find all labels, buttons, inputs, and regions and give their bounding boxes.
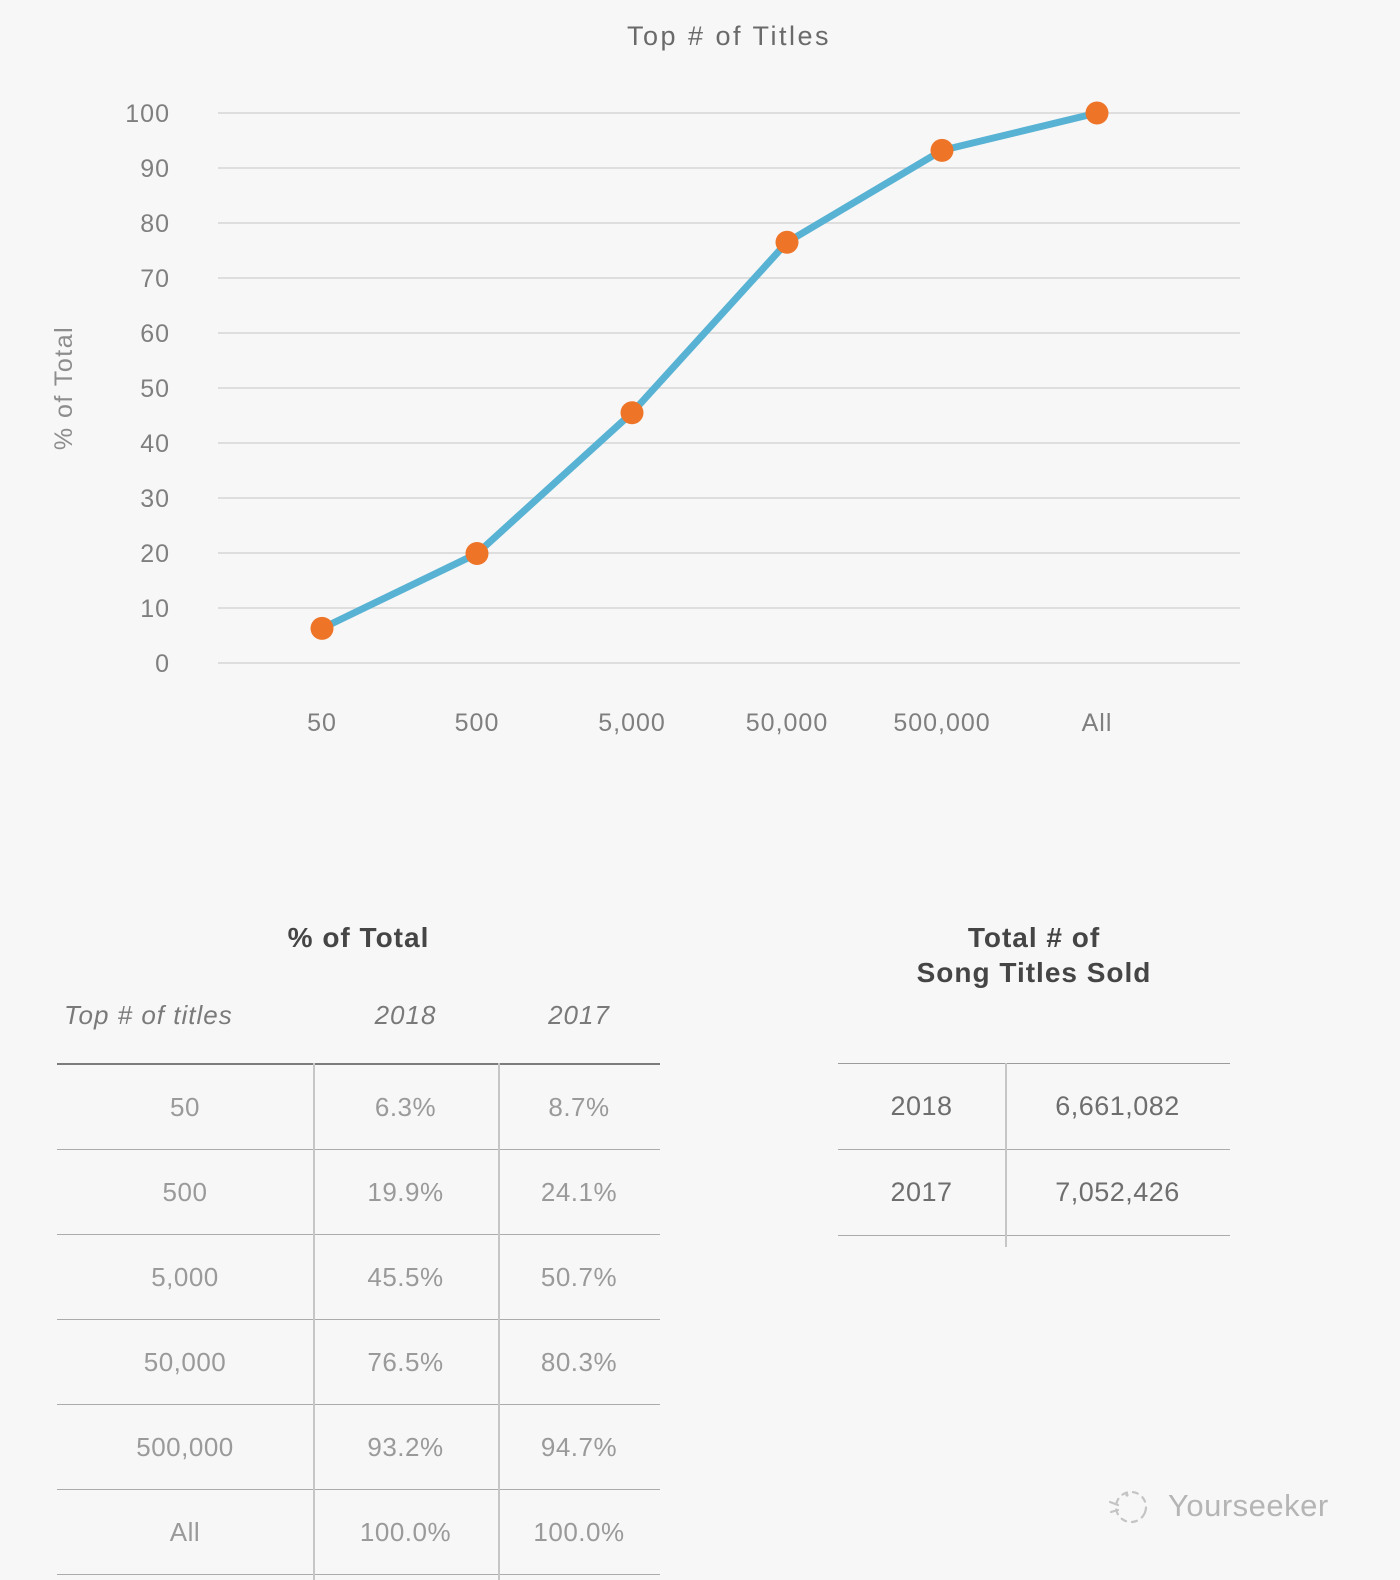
table-cell: 19.9% (367, 1176, 444, 1207)
table-row (57, 1150, 660, 1235)
data-point (311, 617, 334, 640)
table-cell: 50.7% (540, 1261, 618, 1292)
table-cell: 76.5% (367, 1346, 444, 1377)
x-tick-label: 5,000 (598, 709, 666, 737)
y-tick-label: 100 (125, 100, 170, 128)
brand-footer (1104, 1480, 1329, 1532)
y-axis-title: % of Total (50, 325, 78, 451)
table-cell: 6.3% (374, 1091, 437, 1122)
table-cell: 93.2% (367, 1431, 444, 1462)
table-row (838, 1150, 1230, 1236)
table-row (57, 1320, 660, 1405)
data-point (776, 231, 799, 254)
table-cell: 24.1% (540, 1176, 618, 1207)
table-row (57, 1490, 660, 1575)
table-cell: 500 (162, 1176, 208, 1207)
table-column-separator (313, 1063, 315, 1580)
x-tick-label: 500 (454, 709, 500, 737)
chart-title: Top # of Titles (626, 21, 832, 51)
data-point (621, 401, 644, 424)
table-row (57, 1065, 660, 1150)
series-line-2018 (322, 113, 1097, 628)
table-cell: 50 (170, 1091, 200, 1122)
table-row (57, 1405, 660, 1490)
column-header-top-titles: Top # of titles (64, 1000, 233, 1030)
table-cell: 2018 (890, 1091, 953, 1121)
table-cell: 8.7% (548, 1091, 610, 1122)
table-cell: All (169, 1516, 201, 1547)
table-cell: 50,000 (143, 1346, 227, 1377)
y-tick-label: 90 (140, 155, 170, 183)
percent-table-title: % of Total (287, 922, 430, 953)
y-tick-label: 70 (140, 265, 170, 293)
table-cell: 100.0% (359, 1516, 452, 1547)
yourseeker-logo-icon (1104, 1480, 1156, 1532)
column-header-2018: 2018 (374, 1000, 437, 1030)
sold-table-title-line1: Total # of (967, 922, 1101, 953)
x-tick-label: All (1081, 709, 1113, 737)
x-tick-label: 50,000 (745, 709, 829, 737)
table-cell: 7,052,426 (1055, 1177, 1180, 1207)
table-cell: 5,000 (151, 1261, 219, 1292)
y-tick-label: 80 (140, 210, 170, 238)
table-cell: 2017 (890, 1177, 953, 1207)
x-tick-label: 500,000 (893, 709, 991, 737)
table-row (57, 1235, 660, 1320)
y-tick-label: 0 (155, 650, 170, 678)
y-tick-label: 20 (140, 540, 170, 568)
y-tick-label: 40 (140, 430, 170, 458)
x-tick-label: 50 (307, 709, 337, 737)
data-point (931, 139, 954, 162)
table-cell: 6,661,082 (1055, 1091, 1180, 1121)
sold-table-title (838, 920, 1230, 990)
y-tick-label: 10 (140, 595, 170, 623)
table-column-separator (1005, 1063, 1007, 1247)
table-cell: 80.3% (540, 1346, 618, 1377)
table-cell: 94.7% (540, 1431, 618, 1462)
percent-table-header (57, 1000, 660, 1031)
data-point (466, 542, 489, 565)
column-header-2017: 2017 (548, 1000, 610, 1030)
brand-name: Yourseeker (1168, 1488, 1329, 1523)
sold-table-title-line2: Song Titles Sold (916, 957, 1152, 988)
table-row (838, 1064, 1230, 1150)
percent-table-body (57, 1063, 660, 1575)
table-cell: 45.5% (367, 1261, 444, 1292)
y-tick-label: 50 (140, 375, 170, 403)
data-point (1086, 102, 1109, 125)
table-cell: 500,000 (136, 1431, 234, 1462)
sold-table-body (838, 1063, 1230, 1236)
table-cell: 100.0% (533, 1516, 625, 1547)
y-tick-label: 30 (140, 485, 170, 513)
y-tick-label: 60 (140, 320, 170, 348)
table-column-separator (498, 1063, 500, 1580)
